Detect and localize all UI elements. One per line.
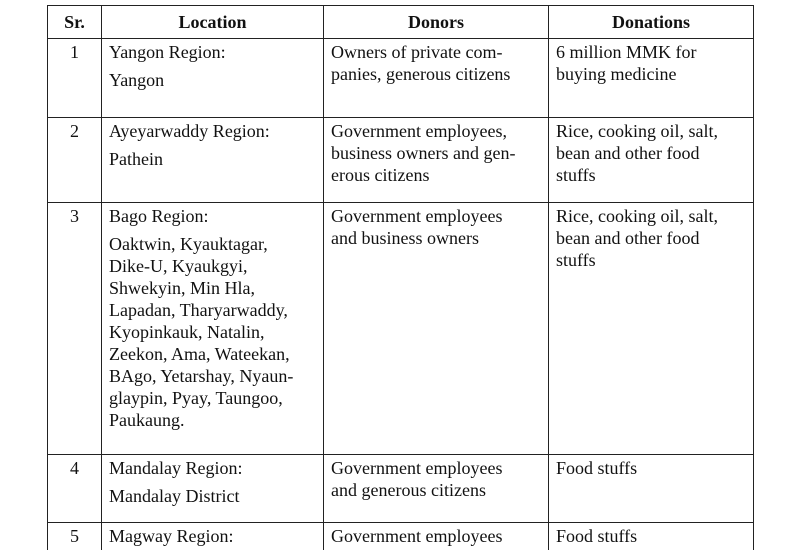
place-line: Zeekon, Ama, Wateekan, (109, 344, 290, 364)
place-line: glaypin, Pyay, Taungoo, (109, 388, 283, 408)
donations-cell (549, 203, 754, 455)
table-row (48, 203, 754, 455)
header-donations: Donations (549, 6, 754, 39)
donors-line: Government employees, (331, 121, 507, 141)
donations-line: stuffs (556, 165, 596, 185)
location-cell (102, 523, 324, 550)
donations-cell (549, 39, 754, 118)
donors-cell (324, 523, 549, 550)
place-name: Mandalay District (109, 486, 240, 506)
donors-cell (324, 203, 549, 455)
location-cell (102, 39, 324, 118)
place-name: Pathein (109, 149, 163, 169)
donors-line: Government employees (331, 526, 503, 546)
donations-cell (549, 455, 754, 523)
location-cell (102, 118, 324, 203)
donors-cell (324, 455, 549, 523)
location-cell (102, 203, 324, 455)
header-sr: Sr. (48, 6, 102, 39)
header-location: Location (102, 6, 324, 39)
place-line: Paukaung. (109, 410, 185, 430)
donors-line: and business owners (331, 228, 479, 248)
place-line: Kyopinkauk, Natalin, (109, 322, 265, 342)
donors-line: panies, generous citizens (331, 64, 511, 84)
place-line: Dike-U, Kyaukgyi, (109, 256, 248, 276)
donors-line: Government employees (331, 458, 503, 478)
place-line: Shwekyin, Min Hla, (109, 278, 255, 298)
donations-line: buying medicine (556, 64, 677, 84)
place-name: Yangon (109, 70, 165, 90)
sr-cell: 1 (48, 39, 102, 118)
region-name: Magway Region: (109, 526, 234, 546)
location-cell (102, 455, 324, 523)
table-header-row (48, 6, 754, 39)
table-row (48, 39, 754, 118)
donations-line: bean and other food (556, 228, 700, 248)
donors-line: and generous citizens (331, 480, 486, 500)
donors-line: erous citizens (331, 165, 430, 185)
place-line: Lapadan, Tharyarwaddy, (109, 300, 288, 320)
table-row (48, 523, 754, 550)
place-line: Oaktwin, Kyauktagar, (109, 234, 268, 254)
table-row (48, 118, 754, 203)
donations-line: 6 million MMK for (556, 42, 697, 62)
donors-line: business owners and gen- (331, 143, 516, 163)
table-row (48, 455, 754, 523)
donations-line: bean and other food (556, 143, 700, 163)
region-name: Bago Region: (109, 206, 209, 226)
donations-line: Food stuffs (556, 458, 638, 478)
donations-line: Rice, cooking oil, salt, (556, 121, 718, 141)
donations-line: Food stuffs (556, 526, 638, 546)
donors-line: Government employees (331, 206, 503, 226)
sr-cell: 4 (48, 455, 102, 523)
donations-line: stuffs (556, 250, 596, 270)
donors-cell (324, 118, 549, 203)
donors-cell (324, 39, 549, 118)
sr-cell: 2 (48, 118, 102, 203)
sr-cell: 5 (48, 523, 102, 550)
region-name: Yangon Region: (109, 42, 226, 62)
region-name: Ayeyarwaddy Region: (109, 121, 270, 141)
header-donors: Donors (324, 6, 549, 39)
place-line: BAgo, Yetarshay, Nyaun- (109, 366, 294, 386)
donations-table (47, 5, 754, 550)
donations-cell (549, 523, 754, 550)
donations-cell (549, 118, 754, 203)
donors-line: Owners of private com- (331, 42, 503, 62)
donations-line: Rice, cooking oil, salt, (556, 206, 718, 226)
sr-cell: 3 (48, 203, 102, 455)
region-name: Mandalay Region: (109, 458, 243, 478)
